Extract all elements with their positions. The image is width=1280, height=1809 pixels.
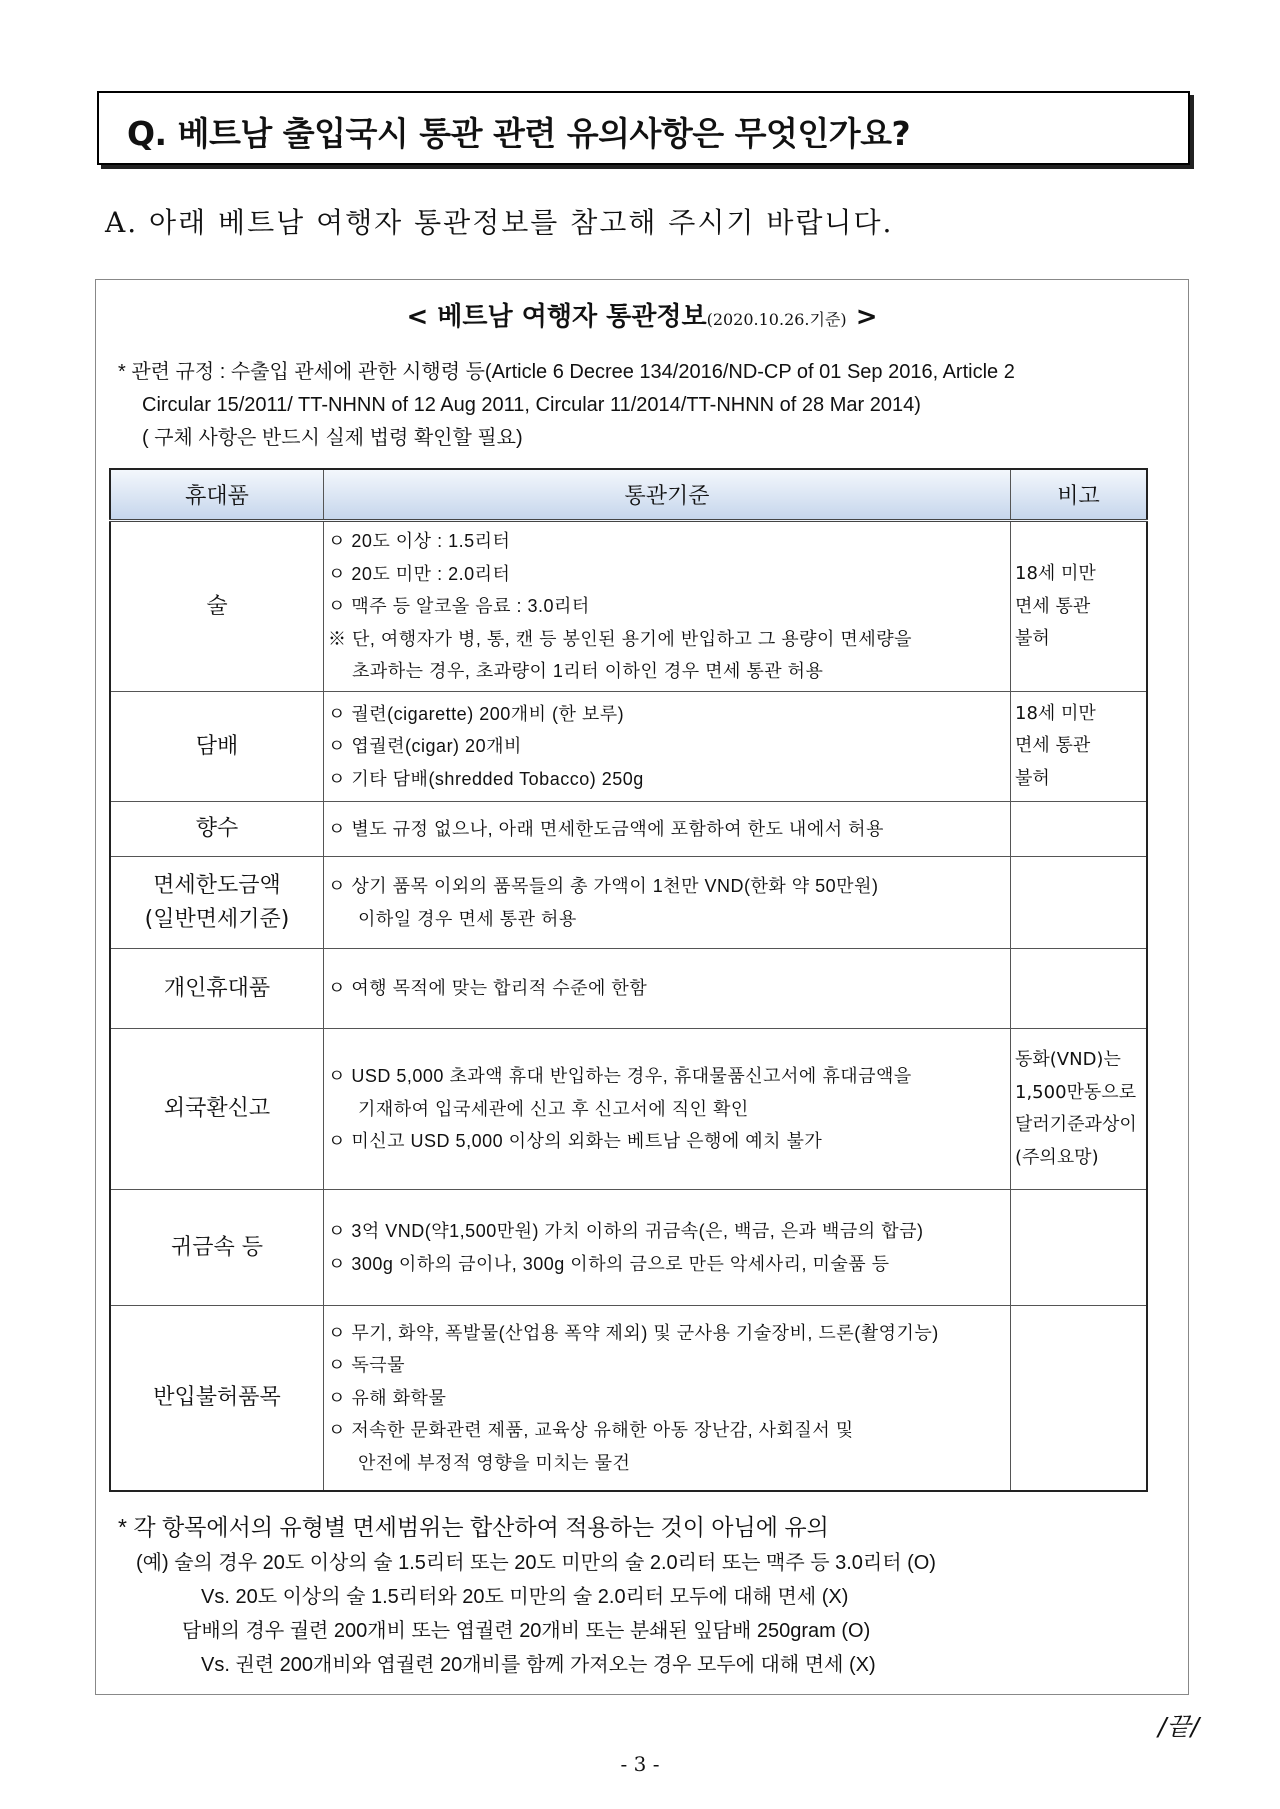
question-title: Q. 베트남 출입국시 통관 관련 유의사항은 무엇인가요?: [127, 114, 911, 153]
row-criteria: [324, 802, 1011, 857]
criteria-line: 안전에 부정적 영향을 미치는 물건: [358, 1452, 631, 1473]
criteria-line: ㅇ 유해 화학물: [328, 1387, 447, 1408]
criteria-line: ㅇ 궐련(cigarette) 200개비 (한 보루): [328, 703, 625, 724]
row-criteria: [324, 1306, 1011, 1491]
remark-line: 면세 통관: [1015, 595, 1091, 617]
regulation-note-line: ( 구체 사항은 반드시 실제 법령 확인할 필요): [142, 427, 523, 449]
remark-line: 불허: [1015, 767, 1050, 789]
footnote-line: Vs. 권련 200개비와 엽궐련 20개비를 함께 가져오는 경우 모두에 대해 면세 (X): [201, 1654, 876, 1676]
criteria-line: ㅇ 미신고 USD 5,000 이상의 외화는 베트남 은행에 예치 불가: [328, 1131, 823, 1152]
row-criteria: [324, 521, 1011, 692]
remark-line: (주의요망): [1015, 1146, 1099, 1168]
question-box: [97, 91, 1190, 165]
row-criteria: [324, 692, 1011, 802]
table-row: [110, 949, 1147, 1029]
row-criteria: [324, 857, 1011, 949]
criteria-line: ㅇ 별도 규정 없으나, 아래 면세한도금액에 포함하여 한도 내에서 허용: [328, 818, 884, 839]
row-criteria: [324, 1029, 1011, 1190]
footnote-line: 담배의 경우 궐련 200개비 또는 엽궐련 20개비 또는 분쇄된 잎담배 250gram (O): [182, 1620, 871, 1642]
row-remark: [1011, 802, 1148, 857]
row-remark: [1011, 857, 1148, 949]
end-mark: /끝/: [1158, 1712, 1199, 1741]
row-item: 술: [110, 521, 324, 692]
criteria-line: 이하일 경우 면세 통관 허용: [358, 908, 577, 929]
row-item: 귀금속 등: [110, 1190, 324, 1306]
table-row: [110, 1190, 1147, 1306]
table-row: [110, 1306, 1147, 1491]
item-line: (일반면세기준): [144, 906, 290, 932]
footnote-main: * 각 항목에서의 유형별 면세범위는 합산하여 적용하는 것이 아님에 유의: [118, 1514, 829, 1540]
row-criteria: [324, 1190, 1011, 1306]
table-row: [110, 857, 1147, 949]
remark-line: 동화(VND)는: [1015, 1049, 1121, 1070]
criteria-line: ㅇ 저속한 문화관련 제품, 교육상 유해한 아동 장난감, 사회질서 및: [328, 1420, 854, 1440]
table-header-row: [110, 469, 1147, 521]
panel-title-close: >: [846, 302, 878, 332]
regulation-note-line: * 관련 규정 : 수출입 관세에 관한 시행령 등(Article 6 Decree 134/2016/ND-CP of 01 Sep 2016, Article 2: [118, 361, 1015, 383]
header-remark: 비고: [1011, 469, 1148, 521]
criteria-line: ㅇ 300g 이하의 금이나, 300g 이하의 금으로 만든 악세사리, 미술품 등: [328, 1253, 890, 1274]
criteria-line: ㅇ 여행 목적에 맞는 합리적 수준에 한함: [328, 978, 648, 999]
table-row: [110, 802, 1147, 857]
panel-title: [96, 296, 1188, 333]
customs-table: [109, 468, 1148, 1492]
row-remark: [1011, 949, 1148, 1029]
remark-line: 18세 미만: [1015, 702, 1096, 724]
panel-title-main: < 베트남 여행자 통관정보: [406, 302, 707, 332]
regulation-note: [118, 356, 1168, 455]
table-row: [110, 1029, 1147, 1190]
row-remark: [1011, 1029, 1148, 1190]
row-criteria: [324, 949, 1011, 1029]
header-criteria: 통관기준: [324, 469, 1011, 521]
table-row: [110, 521, 1147, 692]
row-item: 향수: [110, 802, 324, 857]
row-remark: [1011, 1306, 1148, 1491]
footnote: [118, 1508, 1168, 1682]
customs-info-panel: [95, 279, 1189, 1695]
row-item: 담배: [110, 692, 324, 802]
table-row: [110, 692, 1147, 802]
panel-title-date: (2020.10.26.기준): [706, 310, 847, 329]
remark-line: 달러기준과상이: [1015, 1114, 1137, 1135]
criteria-line: ㅇ 독극물: [328, 1355, 406, 1375]
criteria-line: ㅇ 20도 이상 : 1.5리터: [328, 531, 511, 552]
criteria-line: ㅇ 기타 담배(shredded Tobacco) 250g: [328, 768, 644, 789]
answer-text: A. 아래 베트남 여행자 통관정보를 참고해 주시기 바랍니다.: [105, 206, 894, 239]
row-item: [110, 857, 324, 949]
criteria-line: ㅇ 맥주 등 알코올 음료 : 3.0리터: [328, 596, 590, 617]
criteria-line: ※ 단, 여행자가 병, 통, 캔 등 봉인된 용기에 반입하고 그 용량이 면세량을: [328, 628, 912, 649]
remark-line: 면세 통관: [1015, 735, 1091, 757]
criteria-line: ㅇ USD 5,000 초과액 휴대 반입하는 경우, 휴대물품신고서에 휴대금액을: [328, 1066, 912, 1087]
remark-line: 1,500만동으로: [1015, 1081, 1137, 1103]
row-remark: [1011, 692, 1148, 802]
criteria-line: ㅇ 3억 VND(약1,500만원) 가치 이하의 귀금속(은, 백금, 은과 백금의 합금): [328, 1221, 924, 1241]
regulation-note-line: Circular 15/2011/ TT-NHNN of 12 Aug 2011, Circular 11/2014/TT-NHNN of 28 Mar 2014): [142, 394, 921, 416]
row-item: 외국환신고: [110, 1029, 324, 1190]
row-item: 반입불허품목: [110, 1306, 324, 1491]
criteria-line: 기재하여 입국세관에 신고 후 신고서에 직인 확인: [358, 1098, 749, 1119]
criteria-line: ㅇ 20도 미만 : 2.0리터: [328, 563, 511, 584]
criteria-line: 초과하는 경우, 초과량이 1리터 이하인 경우 면세 통관 허용: [352, 661, 824, 682]
footnote-line: Vs. 20도 이상의 술 1.5리터와 20도 미만의 술 2.0리터 모두에 대해 면세 (X): [201, 1586, 849, 1608]
criteria-line: ㅇ 상기 품목 이외의 품목들의 총 가액이 1천만 VND(한화 약 50만원): [328, 876, 879, 896]
row-remark: [1011, 521, 1148, 692]
criteria-line: ㅇ 엽궐련(cigar) 20개비: [328, 736, 522, 757]
header-item: 휴대품: [110, 469, 324, 521]
remark-line: 18세 미만: [1015, 563, 1096, 584]
row-item: 개인휴대품: [110, 949, 324, 1029]
criteria-line: ㅇ 무기, 화약, 폭발물(산업용 폭약 제외) 및 군사용 기술장비, 드론(촬영기능): [328, 1322, 939, 1343]
page-number: - 3 -: [620, 1752, 660, 1776]
item-line: 면세한도금액: [153, 872, 281, 898]
remark-line: 불허: [1015, 628, 1050, 649]
row-remark: [1011, 1190, 1148, 1306]
footnote-line: (예) 술의 경우 20도 이상의 술 1.5리터 또는 20도 미만의 술 2.0리터 또는 맥주 등 3.0리터 (O): [136, 1552, 936, 1574]
